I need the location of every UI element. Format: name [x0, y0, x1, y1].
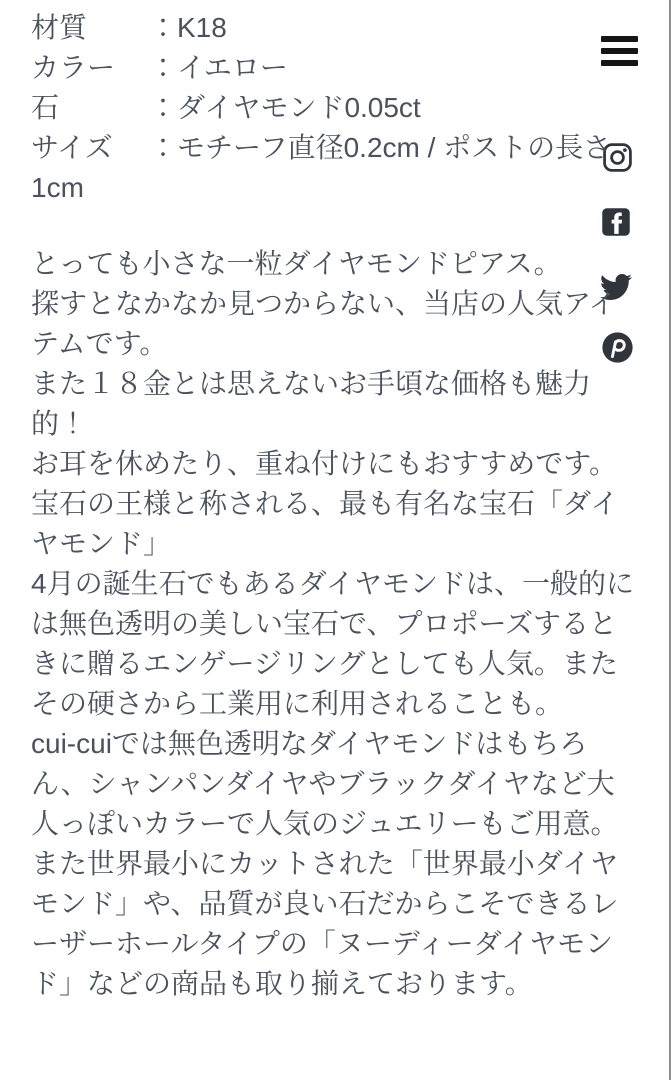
spec-row-stone	[31, 88, 634, 128]
spec-label: カラー	[31, 52, 116, 83]
spec-row-size	[31, 128, 634, 208]
spec-value-continued: 1cm	[31, 172, 84, 203]
description-paragraph: 探すとなかなか見つからない、当店の人気アイテムです。	[31, 288, 617, 359]
description-paragraph: また１８金とは思えないお手頃な価格も魅力的！	[31, 368, 592, 439]
product-spec-list	[31, 8, 634, 208]
spec-label: 材質	[31, 12, 88, 43]
spec-label: 石	[31, 92, 60, 123]
description-paragraph: cui-cuiでは無色透明なダイヤモンドはもちろん、シャンパンダイヤやブラックダイヤなど大人っぽいカラーで人気のジュエリーもご用意。また世界最小にカットされた「世界最小ダイヤモンド」や、品質が良い石だからこそできるレーザーホールタイプの「ヌーディーダイヤモンド」などの商品も取り揃えております。	[31, 728, 619, 999]
spec-value: ：イエロー	[149, 52, 288, 83]
spec-row-color	[31, 48, 634, 88]
spec-label: サイズ	[31, 132, 113, 163]
spec-value: ：K18	[149, 12, 227, 43]
description-paragraph: とっても小さな一粒ダイヤモンドピアス。	[31, 248, 562, 279]
description-paragraph: 4月の誕生石でもあるダイヤモンドは、一般的には無色透明の美しい宝石で、プロポーズするときに贈るエンゲージリングとしても人気。またその硬さから工業用に利用されることも。	[31, 568, 635, 719]
spec-value: ：モチーフ直径0.2cm / ポストの長さ	[149, 132, 612, 163]
spec-value: ：ダイヤモンド0.05ct	[149, 92, 421, 123]
description-paragraph: お耳を休めたり、重ね付けにもおすすめです。	[31, 448, 618, 479]
product-info	[31, 8, 634, 1004]
spec-row-material	[31, 8, 634, 48]
product-description-text	[31, 244, 634, 1004]
description-paragraph: 宝石の王様と称される、最も有名な宝石「ダイヤモンド」	[31, 488, 619, 559]
